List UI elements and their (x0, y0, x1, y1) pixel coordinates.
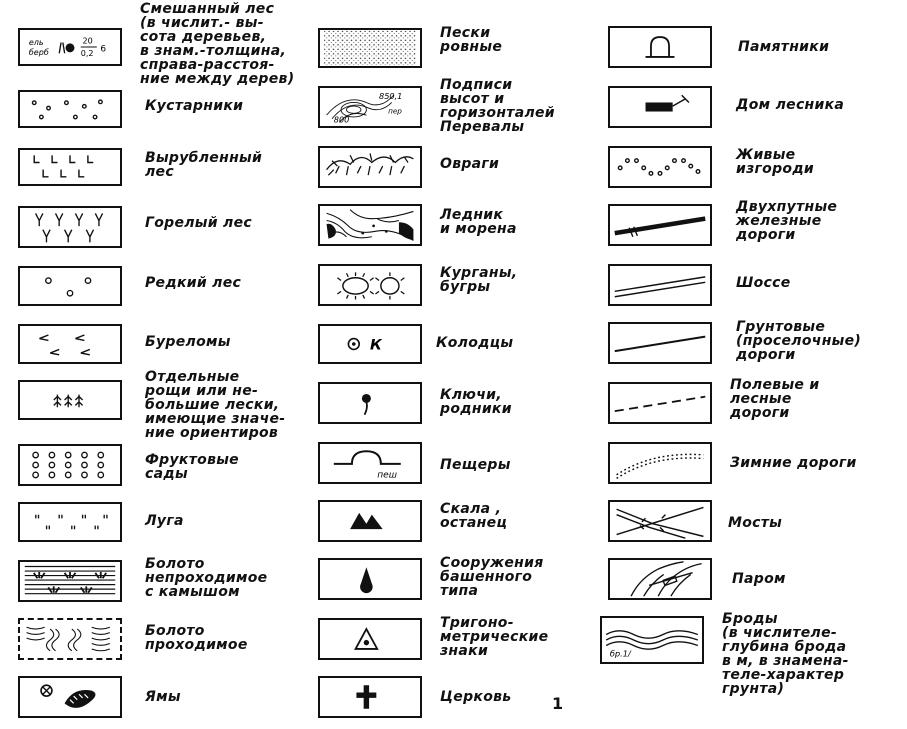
field-roads-label: Полевые и лесные дороги (730, 377, 820, 421)
cut-forest-symbol (18, 148, 122, 186)
pits-label: Ямы (145, 689, 181, 705)
heights-icon-pass: пер (388, 106, 402, 116)
tower-label: Сооружения башенного типа (440, 555, 544, 599)
footnote-number: 1 (552, 694, 564, 713)
bridges-label: Мосты (728, 515, 783, 531)
highway-label: Шоссе (736, 275, 791, 291)
glacier-label: Ледник и морена (440, 207, 517, 237)
groves-label: Отдельные рощи или не- большие лески, имеющие значе- ние ориентиров (145, 369, 286, 441)
ferry-label: Паром (732, 571, 786, 587)
forester-label: Дом лесника (736, 97, 845, 113)
monuments-symbol (608, 26, 712, 68)
ferry-symbol (608, 558, 712, 600)
church-symbol (318, 676, 422, 718)
mixed-forest-icon-distance: 6 (100, 44, 107, 55)
wells-icon-letter: К (370, 337, 382, 354)
wells-label: Колодцы (436, 335, 514, 351)
fords-symbol (600, 616, 704, 664)
caves-icon-text: пеш (377, 470, 397, 481)
mixed-forest-symbol (18, 28, 122, 66)
mounds-symbol (318, 264, 422, 306)
sparse-forest-label: Редкий лес (145, 275, 242, 291)
mixed-forest-icon-height: 20 (82, 36, 93, 46)
orchards-label: Фруктовые сады (145, 452, 239, 482)
fords-label: Броды (в числителе- глубина брода в м, в знамена- теле-характер грунта) (722, 611, 849, 697)
trig-label: Тригоно- метрические знаки (440, 615, 549, 659)
tower-symbol (318, 558, 422, 600)
mixed-forest-icon-thickness: 0,2 (80, 48, 94, 58)
forester-symbol (608, 86, 712, 128)
springs-label: Ключи, родники (440, 387, 512, 417)
rock-symbol (318, 500, 422, 542)
heights-label: Подписи высот и горизонталей Перевалы (440, 77, 555, 135)
trig-symbol (318, 618, 422, 660)
heights-icon-contour: 800 (333, 114, 350, 125)
hedges-symbol (608, 146, 712, 188)
swamp-impassable-symbol (18, 560, 122, 602)
bridges-symbol (608, 500, 712, 542)
field-roads-symbol (608, 382, 712, 424)
dirt-roads-symbol (608, 322, 712, 364)
glacier-symbol (318, 204, 422, 246)
cut-forest-label: Вырубленный лес (145, 150, 263, 180)
caves-label: Пещеры (440, 457, 511, 473)
groves-symbol (18, 380, 122, 420)
church-label: Церковь (440, 689, 512, 705)
meadows-label: Луга (145, 513, 184, 529)
rock-label: Скала , останец (440, 501, 508, 531)
monuments-label: Памятники (738, 39, 830, 55)
sparse-forest-symbol (18, 266, 122, 306)
swamp-impassable-label: Болото непроходимое с камышом (145, 556, 268, 600)
mixed-forest-label: Смешанный лес (в числит.- вы- сота деревьев, в знам.-толщина, справа-расстоя- ние между дерев) (140, 1, 295, 87)
pits-symbol (18, 676, 122, 718)
ravines-symbol (318, 146, 422, 188)
windfall-symbol (18, 324, 122, 364)
hedges-label: Живые изгороди (736, 147, 815, 177)
swamp-passable-label: Болото проходимое (145, 623, 248, 653)
winter-roads-symbol (608, 442, 712, 484)
burnt-forest-symbol (18, 206, 122, 248)
winter-roads-label: Зимние дороги (730, 455, 857, 471)
springs-symbol (318, 382, 422, 424)
highway-symbol (608, 264, 712, 306)
fords-icon-text: бр.1/ (609, 648, 631, 659)
wells-symbol (318, 324, 422, 364)
dirt-roads-label: Грунтовые (проселочные) дороги (736, 319, 862, 363)
heights-icon-elevation: 850,1 (379, 90, 403, 101)
sands-symbol (318, 28, 422, 68)
burnt-forest-label: Горелый лес (145, 215, 253, 231)
windfall-label: Буреломы (145, 334, 231, 350)
swamp-passable-symbol (18, 618, 122, 660)
mixed-forest-icon-text-2: берб (28, 48, 49, 58)
shrubs-label: Кустарники (145, 98, 244, 114)
mounds-label: Курганы, бугры (440, 265, 518, 295)
railway-symbol (608, 204, 712, 246)
ravines-label: Овраги (440, 156, 500, 172)
heights-symbol (318, 86, 422, 128)
railway-label: Двухпутные железные дороги (736, 199, 838, 243)
sands-label: Пески ровные (440, 25, 503, 55)
meadows-symbol (18, 502, 122, 542)
caves-symbol (318, 442, 422, 484)
shrubs-symbol (18, 90, 122, 128)
mixed-forest-icon-text-1: ель (28, 38, 44, 48)
orchards-symbol (18, 444, 122, 486)
